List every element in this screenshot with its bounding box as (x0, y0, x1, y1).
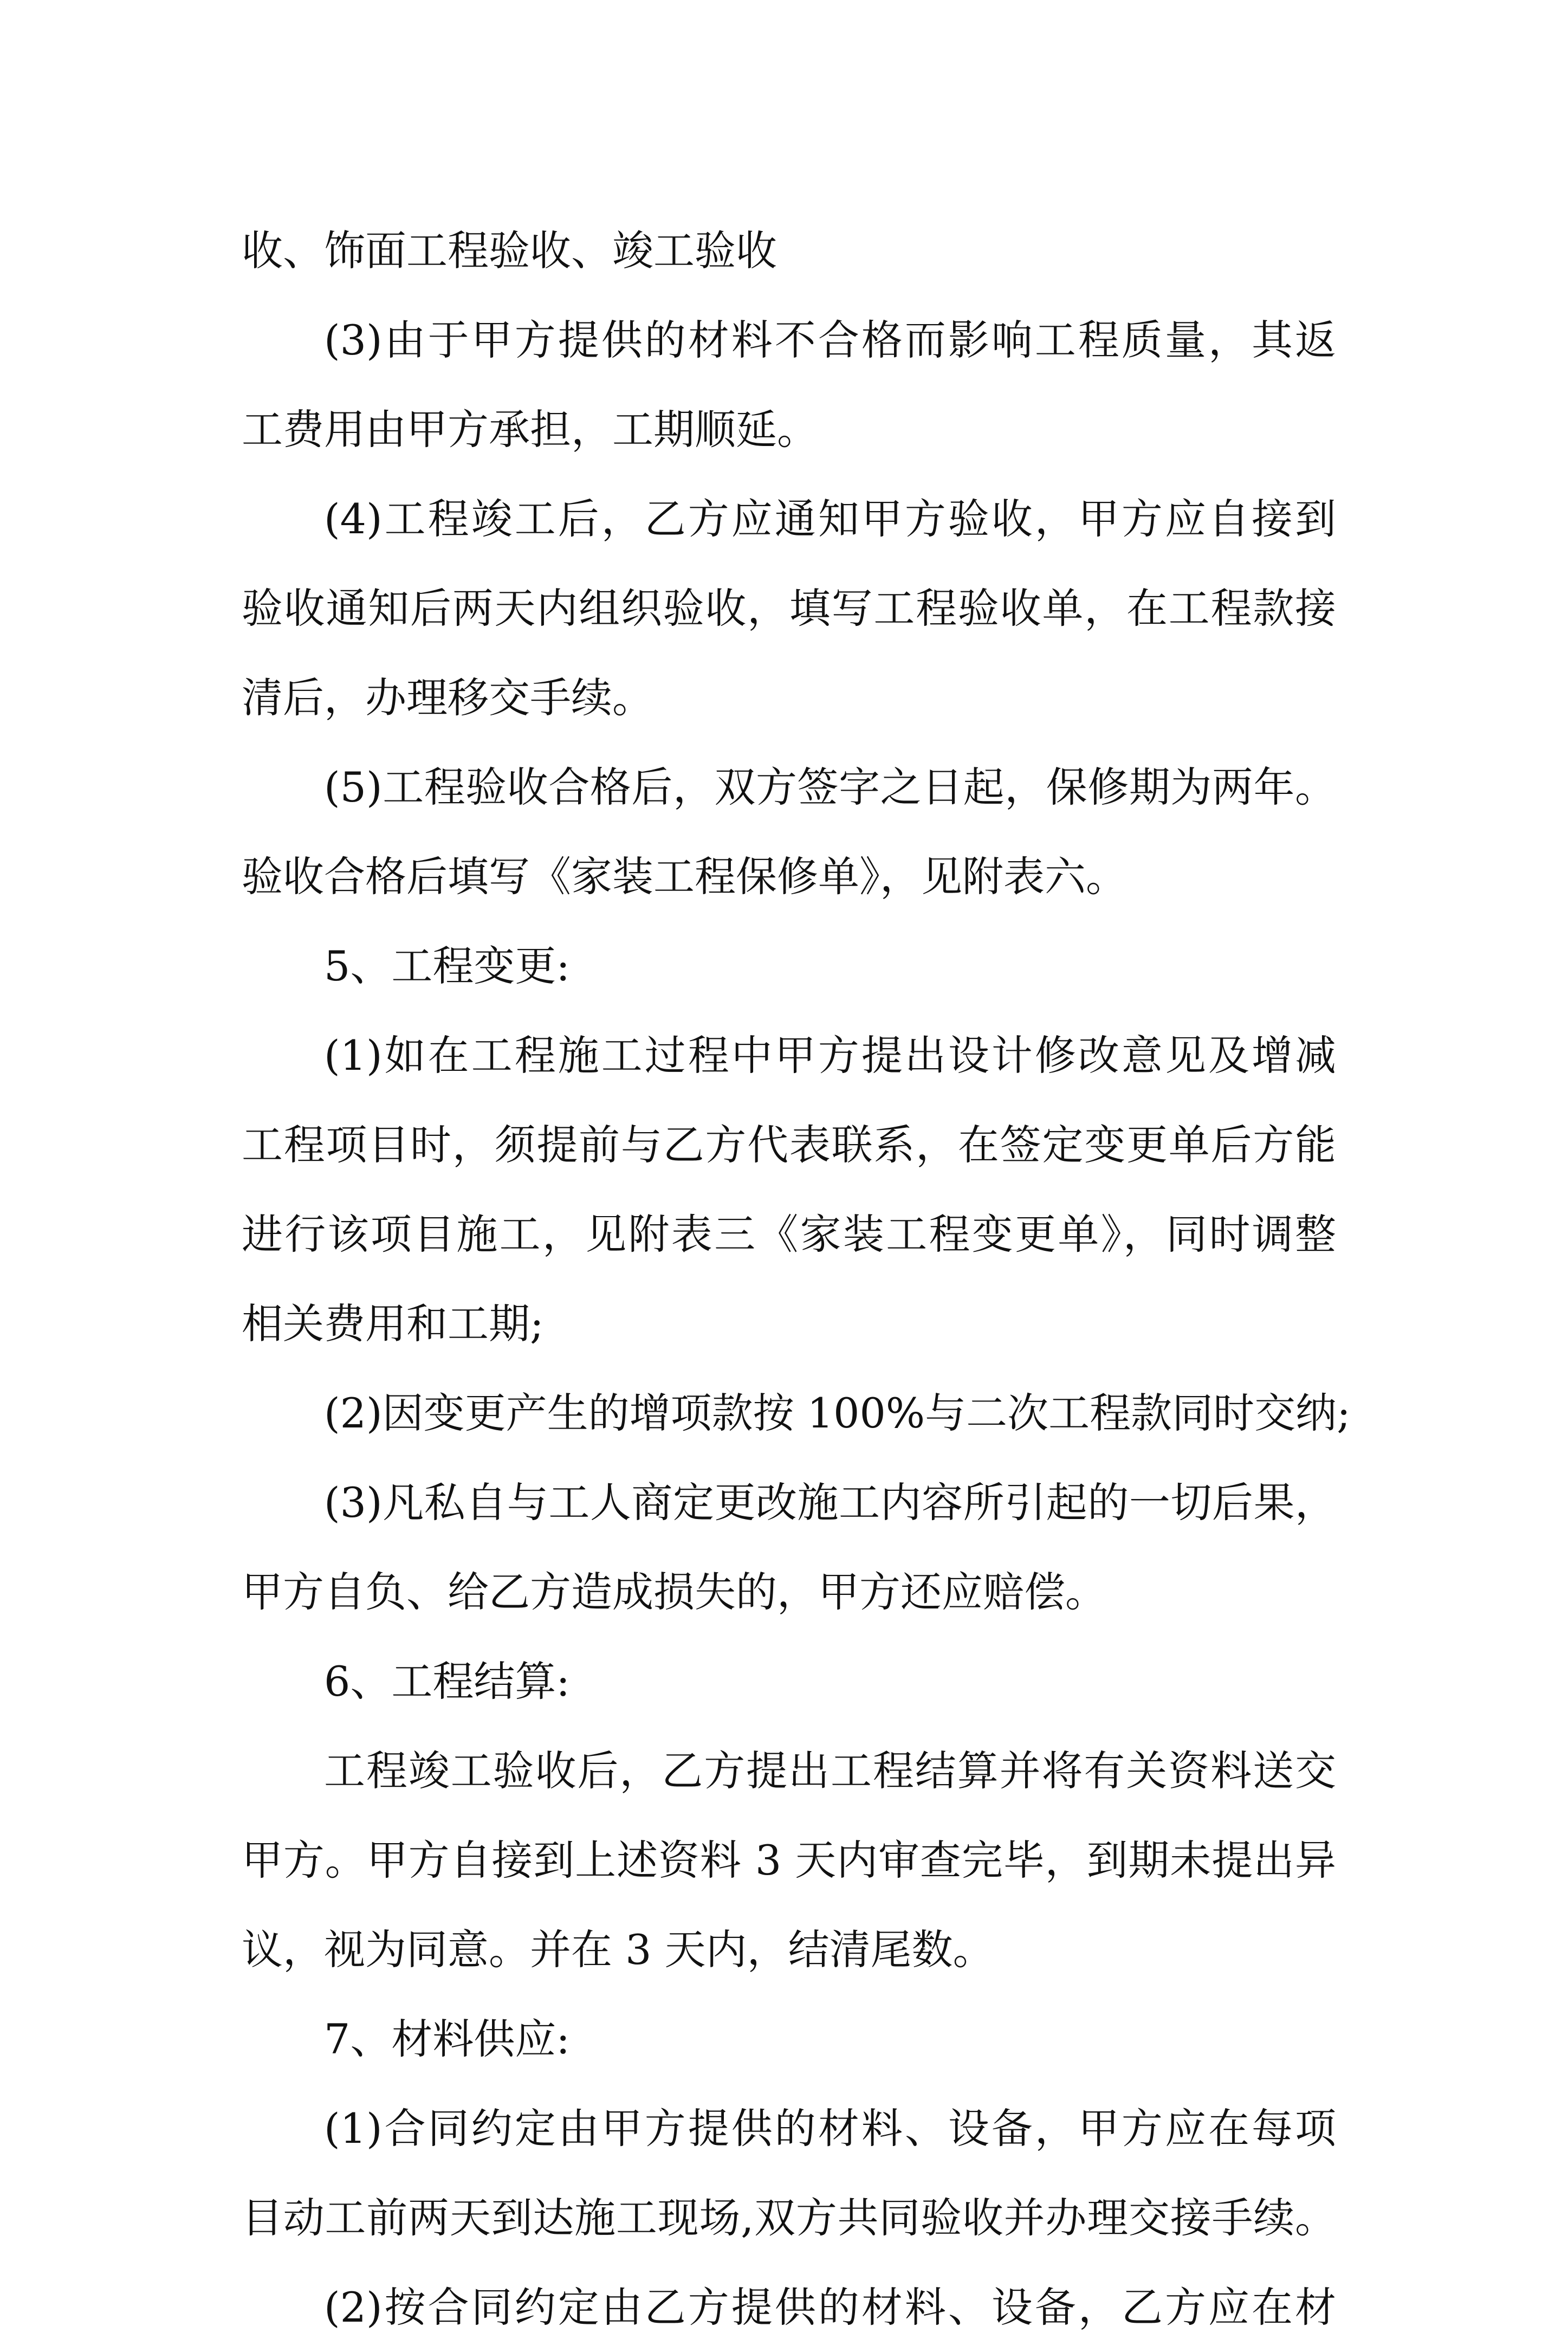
text-line: 验收合格后填写《家装工程保修单》，见附表六。 (242, 852, 1127, 901)
text-line: (2)因变更产生的增项款按 100%与二次工程款同时交纳; (324, 1389, 1351, 1437)
text-line: 6、工程结算: (324, 1657, 570, 1705)
text-line: 验收通知后两天内组织验收，填写工程验收单，在工程款接 (242, 584, 1336, 632)
paragraph (242, 1458, 1336, 1637)
paragraph (242, 1368, 1351, 1458)
text-line: 工程项目时，须提前与乙方代表联系，在签定变更单后方能 (242, 1121, 1336, 1169)
document-body (242, 206, 1351, 2352)
text-line: (3)由于甲方提供的材料不合格而影响工程质量，其返 (324, 316, 1336, 364)
text-line: 工程竣工验收后，乙方提出工程结算并将有关资料送交 (324, 1747, 1336, 1795)
section-heading (242, 921, 1336, 1011)
text-line: (1)如在工程施工过程中甲方提出设计修改意见及增减 (324, 1031, 1336, 1080)
section-heading (242, 1994, 1336, 2084)
text-line: 议，视为同意。并在 3 天内，结清尾数。 (242, 1925, 994, 1974)
paragraph (242, 1011, 1336, 1368)
text-line: (5)工程验收合格后，双方签字之日起，保修期为两年。 (324, 763, 1336, 811)
text-line: 甲方。甲方自接到上述资料 3 天内审查完毕，到期未提出异 (242, 1836, 1336, 1884)
section-heading (242, 1637, 1336, 1726)
text-line: (4)工程竣工后，乙方应通知甲方验收，甲方应自接到 (324, 495, 1336, 543)
paragraph (242, 742, 1336, 921)
text-line: 清后，办理移交手续。 (242, 674, 653, 722)
text-line: 相关费用和工期; (242, 1300, 544, 1348)
paragraph (242, 474, 1336, 742)
text-line: 目动工前两天到达施工现场,双方共同验收并办理交接手续。 (242, 2194, 1336, 2242)
paragraph (242, 1726, 1336, 1994)
text-line: (2)按合同约定由乙方提供的材料、设备，乙方应在材 (324, 2283, 1336, 2331)
paragraph (242, 2084, 1336, 2263)
text-line: 7、材料供应: (324, 2015, 570, 2063)
text-line: 甲方自负、给乙方造成损失的，甲方还应赔偿。 (242, 1568, 1106, 1616)
text-line: (3)凡私自与工人商定更改施工内容所引起的一切后果， (324, 1478, 1336, 1527)
paragraph (242, 2263, 1336, 2352)
paragraph (242, 295, 1336, 474)
text-line: 工费用由甲方承担，工期顺延。 (242, 405, 818, 454)
paragraph (242, 206, 1336, 295)
text-line: 收、饰面工程验收、竣工验收 (242, 227, 777, 275)
text-line: 进行该项目施工，见附表三《家装工程变更单》，同时调整 (242, 1210, 1336, 1258)
text-line: 5、工程变更: (324, 942, 570, 990)
text-line: (1)合同约定由甲方提供的材料、设备，甲方应在每项 (324, 2104, 1336, 2153)
